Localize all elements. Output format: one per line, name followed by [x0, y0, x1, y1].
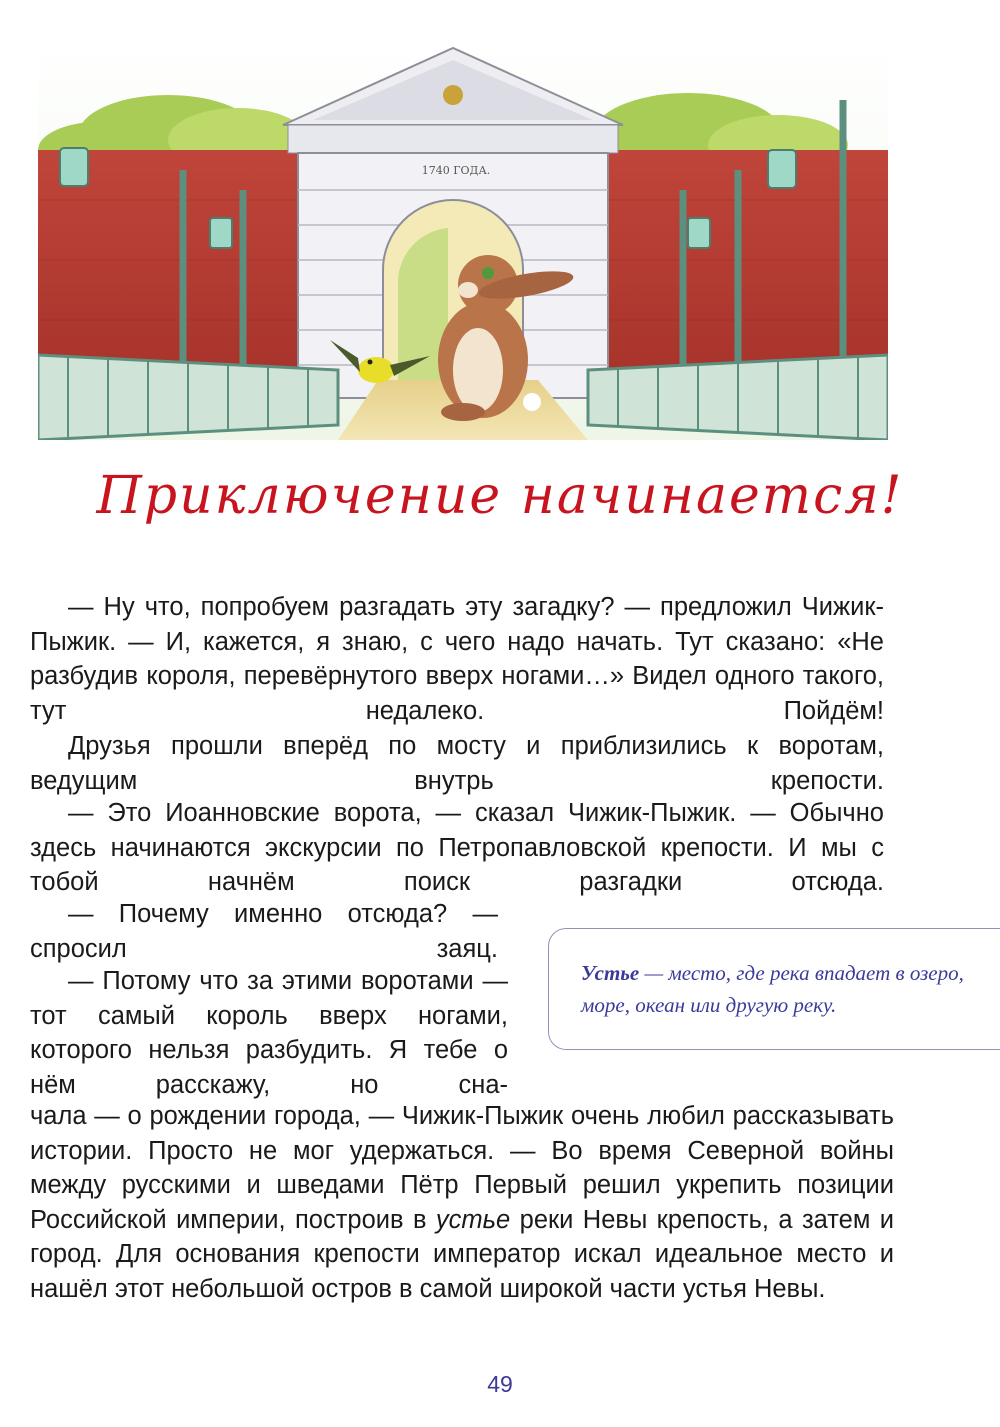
paragraph-5-text-after: реки Невы крепость, а затем и город. Для основания крепости император искал идеальное место и нашёл этот небольшой остров в самой широкой части устья Невы. [30, 1205, 895, 1303]
glossary-term: Устье [581, 961, 640, 985]
paragraph-3: — Это Иоанновские ворота, — сказал Чижик-Пыжик. — Обычно здесь начинаются экскурсии по Петропавловской крепости. И мы с тобой начнём поиск разгадки отсюда. [30, 799, 884, 896]
chapter-title: Приключение начинается! [96, 466, 904, 526]
paragraph-1: — Ну что, попробуем разгадать эту загадку? — предложил Чижик-Пыжик. — И, кажется, я знаю, с чего надо начать. Тут сказано: «Не разбудив короля, перевёрнутого вверх ногами…» Видел одного такого, тут недалеко. Пойдём! [30, 593, 884, 725]
paragraph-5-text-before: чала — о рождении города, — Чижик-Пыжик очень любил рассказывать истории. Просто не мог удержаться. — Во время Северной войны между русскими и шведами Пётр Первый решил укрепить позиции Российской империи, построив в [30, 1102, 894, 1234]
glossary-box [548, 928, 1000, 1050]
gate-illustration [38, 40, 888, 440]
paragraph-4: — Почему именно отсюда? — спросил заяц. [30, 900, 498, 963]
glossary-definition: — место, где река впадает в озеро, море, океан или другую реку. [581, 961, 964, 1017]
gate-inscription: 1740 ГОДА. [421, 164, 491, 177]
paragraph-5-start: — Потому что за этими воротами — тот самый король вверх ногами, которого нельзя разбудить. Я тебе о нём расскажу, но сна- [30, 967, 508, 1099]
page-number: 49 [487, 1371, 513, 1397]
highlighted-term: устье [435, 1205, 511, 1234]
paragraph-5-continuation [30, 1099, 894, 1306]
glossary-text [581, 957, 981, 1021]
paragraph-2: Друзья прошли вперёд по мосту и приблизились к воротам, ведущим внутрь крепости. [30, 732, 884, 795]
